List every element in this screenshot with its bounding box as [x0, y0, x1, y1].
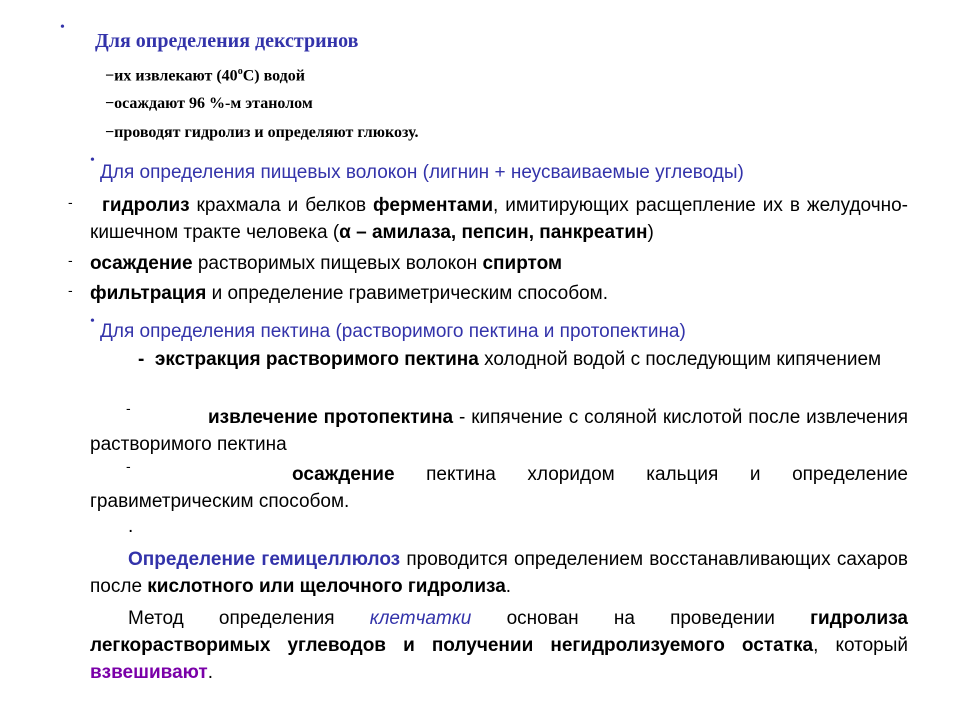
- pectin-item-protopectin: извлечение протопектина - кипячение с соляной кислотой после извлечения растворимого пектина: [90, 407, 909, 455]
- dash-pectin-2: -: [126, 400, 131, 416]
- heading-dextrins: Для определения декстринов: [95, 30, 359, 52]
- separator-dot: .: [128, 516, 134, 537]
- dash-fiber-2: -: [68, 252, 73, 268]
- dash: −: [105, 124, 115, 141]
- dextrins-item-2: −осаждают 96 %-м этанолом: [105, 95, 313, 112]
- bullet-fiber: •: [90, 153, 95, 168]
- bullet-pectin: •: [90, 314, 95, 329]
- dextrins-item-3: −проводят гидролиз и определяют глюкозу.: [105, 124, 419, 141]
- dash: -: [138, 349, 145, 370]
- dextrins-item-1: −их извлекают $(40^оС)$ водой: [105, 66, 305, 85]
- dash: −: [105, 95, 115, 112]
- fiber-item-precipitation: осаждение растворимых пищевых волокон спиртом: [90, 253, 563, 274]
- heading-pectin: Для определения пектина (растворимого пектина и протопектина): [100, 321, 686, 342]
- dash-fiber-3: -: [68, 282, 73, 298]
- dash-pectin-3: -: [126, 458, 131, 474]
- bullet-dextrins: •: [60, 20, 65, 35]
- pectin-item-precipitation: осаждение пектина хлоридом кальция и определение гравиметрическим способом.: [90, 464, 908, 512]
- hemicellulose-paragraph: Определение гемицеллюлоз проводится определением восстанавливающих сахаров после кислотного или щелочного гидролиза.: [90, 549, 908, 597]
- fiber-item-hydrolysis: гидролиз крахмала и белков ферментами, имитирующих расщепление их в желудочно-кишечном тракте человека (α – амилаза, пепсин, панкреатин): [90, 195, 908, 243]
- dash-fiber-1: -: [68, 194, 73, 210]
- heading-fiber: Для определения пищевых волокон (лигнин + неусваиваемые углеводы): [100, 162, 744, 183]
- cellulose-paragraph: Метод определения клетчатки основан на проведении гидролиза легкорастворимых углеводов и получении негидролизуемого остатка, который взвешивают.: [90, 608, 909, 683]
- fiber-item-filtration: фильтрация и определение гравиметрическим способом.: [90, 283, 608, 304]
- dash: −: [105, 67, 115, 85]
- pectin-item-extraction: - экстракция растворимого пектина холодной водой с последующим кипячением: [138, 349, 882, 370]
